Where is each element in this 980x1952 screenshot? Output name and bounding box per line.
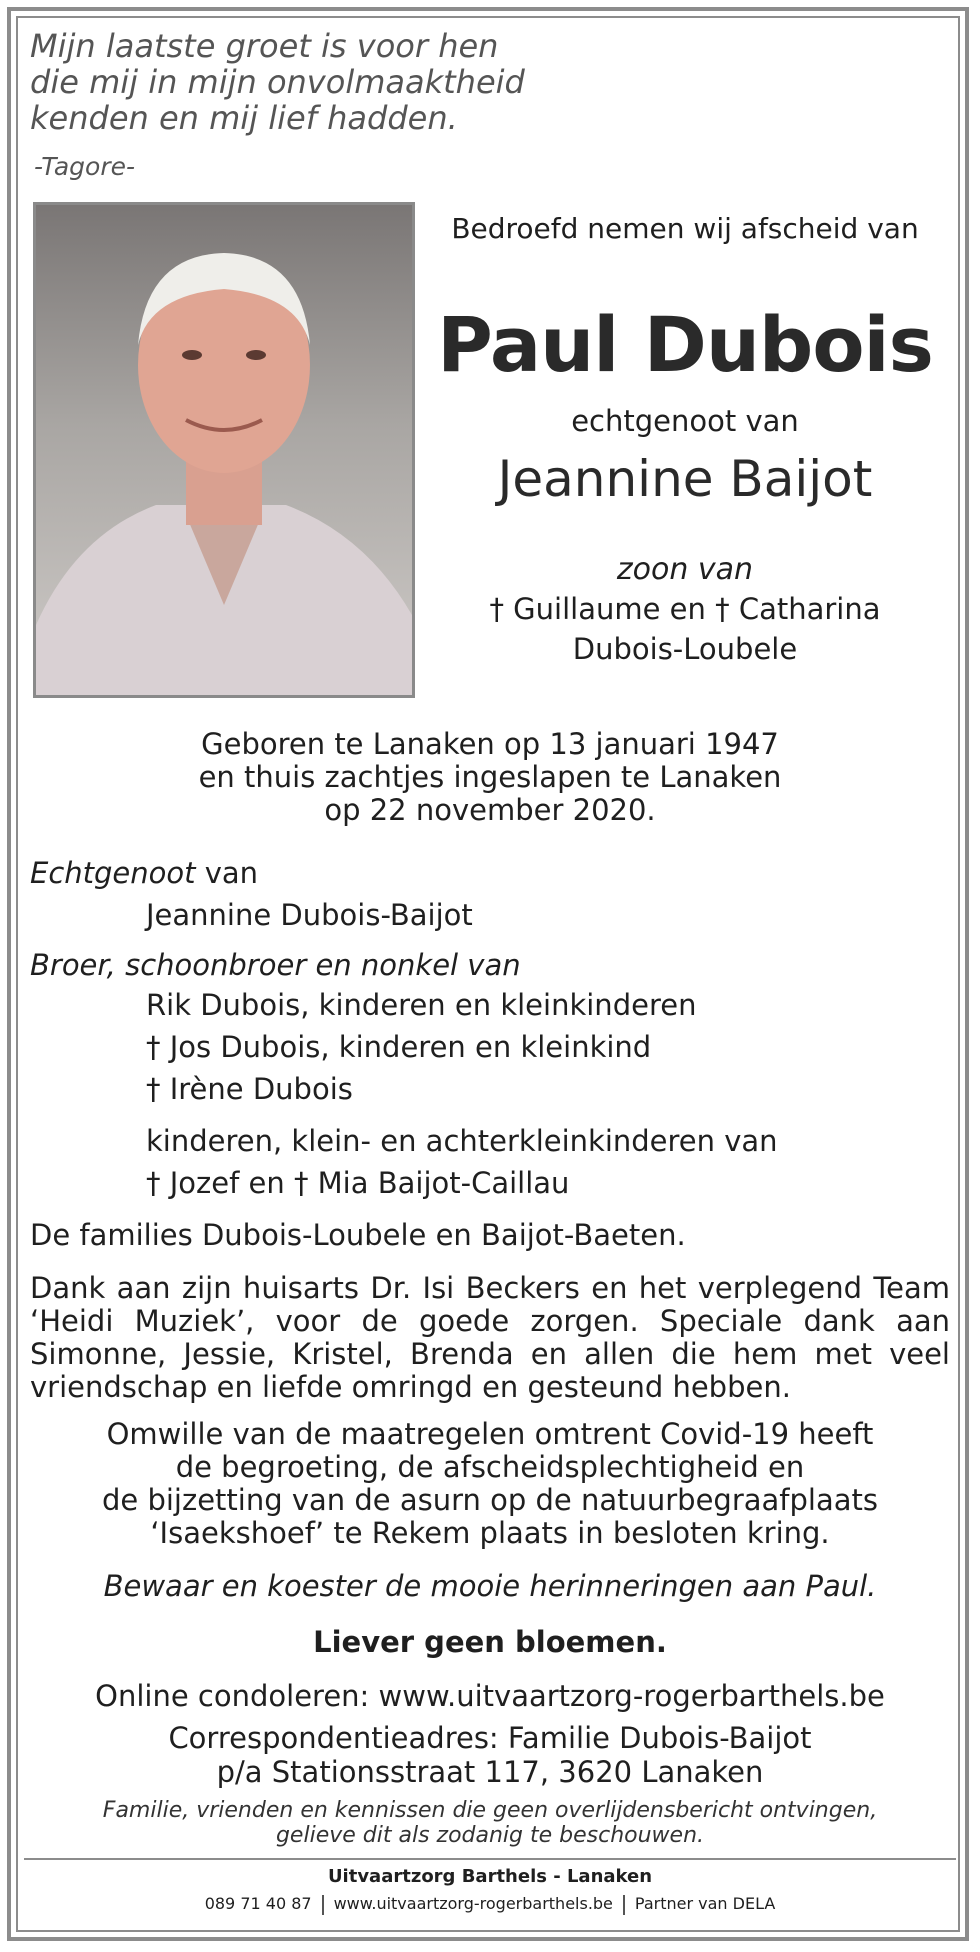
no-flowers-line: Liever geen bloemen. xyxy=(313,1625,667,1659)
notice-line: Familie, vrienden en kennissen die geen overlijdensbericht ontvingen, xyxy=(102,1798,878,1823)
covid-line: ‘Isaekshoef’ te Rekem plaats in besloten kring. xyxy=(150,1516,830,1550)
footer-phone: 089 71 40 87 xyxy=(204,1894,312,1913)
covid-line: de bijzetting van de asurn op de natuurbegraafplaats xyxy=(102,1483,878,1517)
siblings-heading: Broer, schoonbroer en nonkel van xyxy=(30,948,521,982)
birth-line: Geboren te Lanaken op 13 januari 1947 xyxy=(201,727,779,761)
spouse-full-name: Jeannine Dubois-Baijot xyxy=(146,898,473,932)
son-label: zoon van xyxy=(616,552,754,587)
spouse-heading-label: Echtgenoot xyxy=(30,856,196,890)
footer-separator xyxy=(322,1895,324,1915)
spouse-heading xyxy=(30,856,258,890)
portrait-photo xyxy=(33,202,415,698)
sibling-item: † Jos Dubois, kinderen en kleinkind xyxy=(146,1030,652,1064)
covid-line: de begroeting, de afscheidsplechtigheid en xyxy=(175,1450,805,1484)
covid-line: Omwille van de maatregelen omtrent Covid-19 heeft xyxy=(106,1417,874,1451)
sibling-item: Rik Dubois, kinderen en kleinkinderen xyxy=(146,988,697,1022)
notice-line: gelieve dit als zodanig te beschouwen. xyxy=(275,1823,705,1848)
quote-line: kenden en mij lief hadden. xyxy=(30,99,458,137)
online-condolences: Online condoleren: www.uitvaartzorg-rogerbarthels.be xyxy=(95,1679,885,1713)
deceased-name: Paul Dubois xyxy=(437,300,933,389)
families-line: De families Dubois-Loubele en Baijot-Baeten. xyxy=(30,1218,686,1252)
inlaws-line: kinderen, klein- en achterkleinkinderen van xyxy=(146,1124,778,1158)
intro-text: Bedroefd nemen wij afscheid van xyxy=(451,212,919,245)
birth-line: en thuis zachtjes ingeslapen te Lanaken xyxy=(198,760,782,794)
footer-company: Uitvaartzorg Barthels - Lanaken xyxy=(327,1866,653,1887)
quote-line: Mijn laatste groet is voor hen xyxy=(30,27,499,65)
memory-line: Bewaar en koester de mooie herinneringen aan Paul. xyxy=(103,1569,877,1603)
thanks-paragraph: Dank aan zijn huisarts Dr. Isi Beckers en het verplegend Team ‘Heidi Muziek’, voor de goede zorgen. Speciale dank aan Simonne, Jessie, Kristel, Brenda en allen die hem met veel vriendschap en liefde omringd en gesteund hebben. xyxy=(30,1271,950,1404)
footer-divider xyxy=(24,1858,956,1860)
covid-notice xyxy=(30,1418,950,1550)
parents-surname: Dubois-Loubele xyxy=(572,632,798,666)
parents-line: † Guillaume en † Catharina xyxy=(489,592,881,626)
spouse-name: Jeannine Baijot xyxy=(497,450,873,508)
footer-partner: Partner van DELA xyxy=(634,1894,776,1913)
address-line: p/a Stationsstraat 117, 3620 Lanaken xyxy=(216,1755,764,1789)
footer-separator xyxy=(623,1895,625,1915)
sibling-item: † Irène Dubois xyxy=(146,1072,353,1106)
notice-text xyxy=(30,1798,950,1848)
quote-author: -Tagore- xyxy=(34,152,136,181)
quote-line: die mij in mijn onvolmaaktheid xyxy=(30,63,525,101)
opening-quote xyxy=(30,28,630,136)
spouse-heading-suffix: van xyxy=(195,856,259,890)
spouse-label: echtgenoot van xyxy=(571,404,799,438)
birth-death-info xyxy=(30,728,950,827)
birth-line: op 22 november 2020. xyxy=(324,793,656,827)
address-line: Correspondentieadres: Familie Dubois-Baijot xyxy=(168,1721,812,1755)
inlaws-names: † Jozef en † Mia Baijot-Caillau xyxy=(146,1166,570,1200)
footer-contact xyxy=(30,1894,950,1915)
footer-website[interactable]: www.uitvaartzorg-rogerbarthels.be xyxy=(333,1894,613,1913)
